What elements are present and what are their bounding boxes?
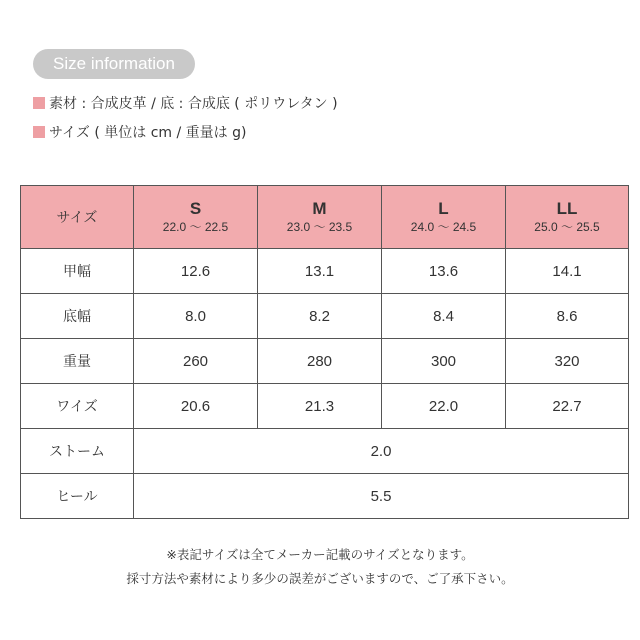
table-cell: 20.6 (134, 384, 258, 429)
size-note: ※表記サイズは全てメーカー記載のサイズとなります。 (166, 547, 474, 562)
size-header-row (21, 186, 629, 249)
size-l-header (382, 186, 506, 249)
table-cell: 21.3 (258, 384, 382, 429)
table-cell: 12.6 (134, 249, 258, 294)
pink-square-icon (33, 97, 45, 109)
table-cell: 22.7 (506, 384, 629, 429)
measurement-note: 採寸方法や素材により多少の誤差がございますので、ご了承下さい。 (126, 571, 514, 586)
table-row (21, 384, 629, 429)
table-cell: 260 (134, 339, 258, 384)
merged-cell: 5.5 (134, 474, 629, 519)
unit-spec-text: サイズ ( 単位は cm / 重量は g) (49, 125, 247, 141)
table-cell: 300 (382, 339, 506, 384)
table-cell: 13.6 (382, 249, 506, 294)
pink-square-icon (33, 126, 45, 138)
size-s-header (134, 186, 258, 249)
table-cell: 320 (506, 339, 629, 384)
size-range: 24.0 ～ 24.5 (410, 220, 477, 234)
material-spec (33, 93, 338, 113)
table-row (21, 294, 629, 339)
table-row (21, 429, 629, 474)
size-name: M (312, 199, 327, 218)
table-cell: 8.0 (134, 294, 258, 339)
size-name: S (189, 199, 202, 218)
table-cell: 8.4 (382, 294, 506, 339)
material-spec-text: 素材 : 合成皮革 / 底 : 合成底 ( ポリウレタン ) (49, 96, 338, 112)
size-ll-header (506, 186, 629, 249)
table-row (21, 249, 629, 294)
table-cell: 22.0 (382, 384, 506, 429)
row-label: 甲幅 (21, 249, 134, 294)
table-cell: 14.1 (506, 249, 629, 294)
size-range: 22.0 ～ 22.5 (162, 220, 229, 234)
table-row (21, 339, 629, 384)
size-column-header: サイズ (21, 186, 134, 249)
row-label: 重量 (21, 339, 134, 384)
row-label: ワイズ (21, 384, 134, 429)
size-m-header (258, 186, 382, 249)
table-cell: 13.1 (258, 249, 382, 294)
size-name: LL (556, 199, 578, 218)
merged-cell: 2.0 (134, 429, 629, 474)
table-cell: 280 (258, 339, 382, 384)
size-range: 23.0 ～ 23.5 (286, 220, 353, 234)
table-cell: 8.2 (258, 294, 382, 339)
size-table (20, 185, 629, 519)
table-row (21, 474, 629, 519)
size-range: 25.0 ～ 25.5 (534, 220, 600, 234)
row-label: 底幅 (21, 294, 134, 339)
unit-spec (33, 122, 246, 142)
table-cell: 8.6 (506, 294, 629, 339)
size-name: L (438, 199, 449, 218)
row-label: ストーム (21, 429, 134, 474)
row-label: ヒール (21, 474, 134, 519)
size-information-label: Size information (33, 49, 195, 79)
